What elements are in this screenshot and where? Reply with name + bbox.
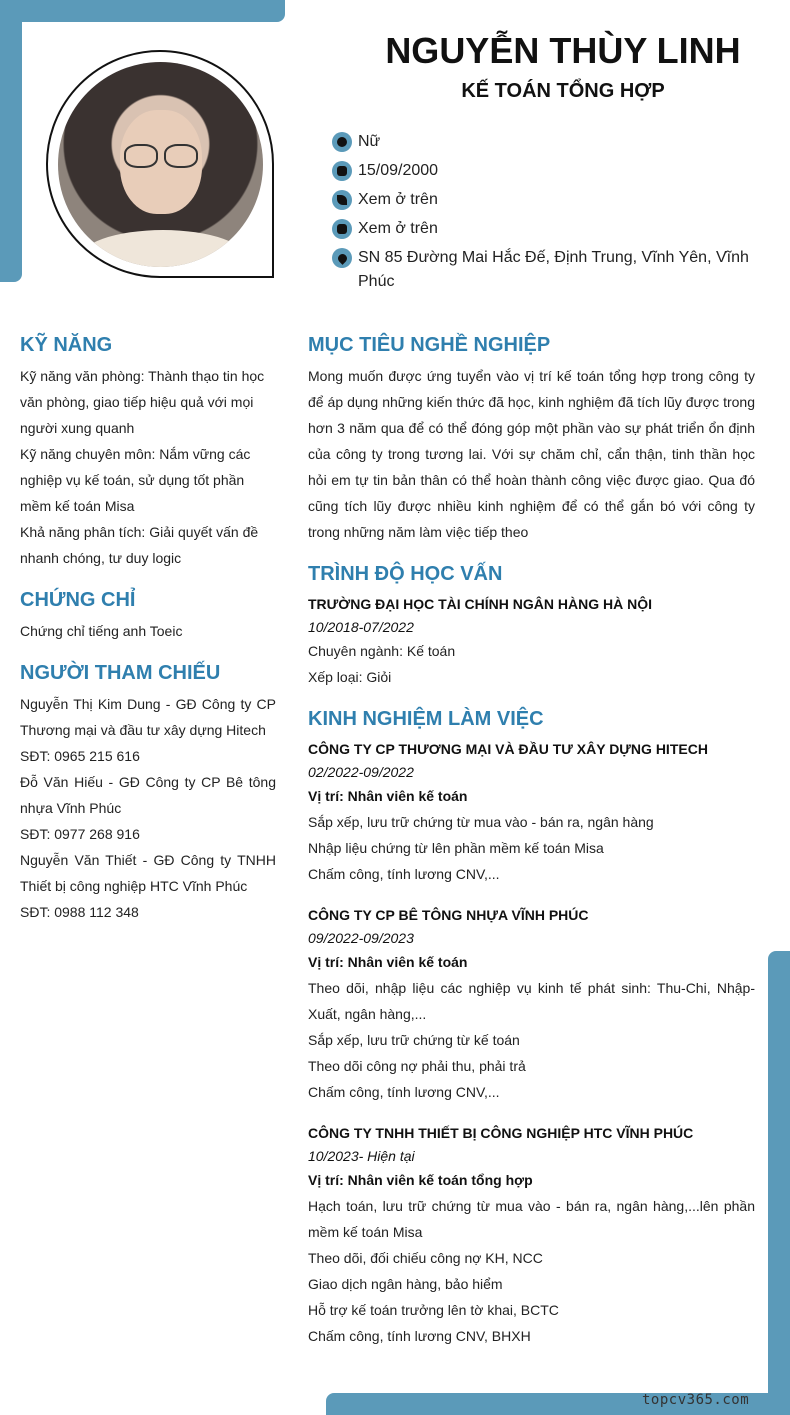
job-duty: Chấm công, tính lương CNV,... bbox=[308, 1084, 500, 1100]
contact-birthday-value: 15/09/2000 bbox=[358, 162, 439, 179]
references-heading: NGƯỜI THAM CHIẾU bbox=[20, 662, 221, 684]
decor-bar-right bbox=[768, 951, 790, 1415]
objective-section bbox=[308, 330, 755, 545]
job-period: 10/2023- Hiện tại bbox=[308, 1148, 415, 1164]
education-section bbox=[308, 559, 755, 690]
education-major: Chuyên ngành: Kế toán bbox=[308, 643, 456, 659]
job-entry bbox=[308, 903, 755, 1105]
right-column bbox=[308, 330, 755, 1365]
objective-heading: MỤC TIÊU NGHỀ NGHIỆP bbox=[308, 334, 551, 356]
job-position: Vị trí: Nhân viên kế toán bbox=[308, 788, 468, 804]
decor-bar-left bbox=[0, 0, 22, 282]
job-position: Vị trí: Nhân viên kế toán tổng hợp bbox=[308, 1172, 533, 1188]
reference-phone: SĐT: 0977 268 916 bbox=[20, 826, 140, 842]
contact-phone bbox=[332, 188, 762, 212]
job-period: 02/2022-09/2022 bbox=[308, 764, 414, 780]
contact-address bbox=[332, 246, 762, 294]
job-duty: Chấm công, tính lương CNV, BHXH bbox=[308, 1328, 531, 1344]
objective-text: Mong muốn được ứng tuyển vào vị trí kế toán tổng hợp trong công ty để áp dụng những kiến thức đã học, kinh nghiệm đã tích lũy được trong hơn 3 năm qua để có thể đóng góp một phần vào sự phát triển ổn định của công ty trong tương lai. Với sự chăm chỉ, cẩn thận, tinh thần học hỏi em tự tin bản thân có thể hoàn thành công việc được giao. Qua đó cũng tích lũy được nhiều kinh nghiệm để có thể gắn bó với công ty trong những năm làm việc tiếp theo bbox=[308, 368, 755, 540]
skill-item: Khả năng phân tích: Giải quyết vấn đề nhanh chóng, tư duy logic bbox=[20, 524, 259, 566]
reference-phone: SĐT: 0965 215 616 bbox=[20, 748, 140, 764]
education-period: 10/2018-07/2022 bbox=[308, 619, 414, 635]
job-duty: Hạch toán, lưu trữ chứng từ mua vào - bán ra, ngân hàng,...lên phần mềm kế toán Misa bbox=[308, 1198, 755, 1240]
left-column bbox=[20, 330, 276, 939]
contact-phone-value: Xem ở trên bbox=[358, 191, 438, 208]
location-icon bbox=[332, 248, 352, 268]
job-duty: Giao dịch ngân hàng, bảo hiểm bbox=[308, 1276, 503, 1292]
job-company: CÔNG TY CP BÊ TÔNG NHỰA VĨNH PHÚC bbox=[308, 907, 589, 923]
job-company: CÔNG TY CP THƯƠNG MẠI VÀ ĐẦU TƯ XÂY DỰNG HITECH bbox=[308, 741, 708, 757]
education-grade: Xếp loại: Giỏi bbox=[308, 669, 392, 685]
calendar-icon bbox=[332, 161, 352, 181]
contact-list bbox=[332, 130, 762, 299]
references-section bbox=[20, 658, 276, 925]
education-school: TRƯỜNG ĐẠI HỌC TÀI CHÍNH NGÂN HÀNG HÀ NỘI bbox=[308, 596, 652, 612]
skills-heading: KỸ NĂNG bbox=[20, 334, 113, 356]
job-entry bbox=[308, 1121, 755, 1349]
job-duty: Sắp xếp, lưu trữ chứng từ mua vào - bán ra, ngân hàng bbox=[308, 814, 654, 830]
job-duty: Hỗ trợ kế toán trưởng lên tờ khai, BCTC bbox=[308, 1302, 559, 1318]
experience-heading: KINH NGHIỆM LÀM VIỆC bbox=[308, 708, 544, 730]
contact-email bbox=[332, 217, 762, 241]
job-duty: Theo dõi công nợ phải thu, phải trả bbox=[308, 1058, 526, 1074]
reference-name: Nguyễn Thị Kim Dung - GĐ Công ty CP Thương mại và đầu tư xây dựng Hitech bbox=[20, 696, 276, 738]
decor-bar-top bbox=[0, 0, 285, 22]
reference-name: Nguyễn Văn Thiết - GĐ Công ty TNHH Thiết bị công nghiệp HTC Vĩnh Phúc bbox=[20, 852, 276, 894]
contact-birthday bbox=[332, 159, 762, 183]
email-icon bbox=[332, 219, 352, 239]
skills-section bbox=[20, 330, 276, 571]
job-company: CÔNG TY TNHH THIẾT BỊ CÔNG NGHIỆP HTC VĨNH PHÚC bbox=[308, 1125, 694, 1141]
job-duty: Chấm công, tính lương CNV,... bbox=[308, 866, 500, 882]
contact-email-value: Xem ở trên bbox=[358, 220, 438, 237]
skill-item: Kỹ năng chuyên môn: Nắm vững các nghiệp vụ kế toán, sử dụng tốt phần mềm kế toán Misa bbox=[20, 446, 251, 514]
certificates-section bbox=[20, 585, 276, 644]
candidate-name: NGUYỄN THÙY LINH bbox=[385, 30, 741, 71]
certificate-item: Chứng chỉ tiếng anh Toeic bbox=[20, 623, 183, 639]
gender-icon bbox=[332, 132, 352, 152]
job-duty: Theo dõi, đối chiếu công nợ KH, NCC bbox=[308, 1250, 543, 1266]
job-period: 09/2022-09/2023 bbox=[308, 930, 414, 946]
reference-name: Đỗ Văn Hiếu - GĐ Công ty CP Bê tông nhựa Vĩnh Phúc bbox=[20, 774, 276, 816]
phone-icon bbox=[332, 190, 352, 210]
contact-gender bbox=[332, 130, 762, 154]
avatar bbox=[58, 62, 263, 267]
education-heading: TRÌNH ĐỘ HỌC VẤN bbox=[308, 563, 503, 585]
watermark: topcv365.com bbox=[642, 1392, 750, 1408]
contact-address-value: SN 85 Đường Mai Hắc Đế, Định Trung, Vĩnh Yên, Vĩnh Phúc bbox=[358, 249, 749, 290]
job-duty: Sắp xếp, lưu trữ chứng từ kế toán bbox=[308, 1032, 520, 1048]
experience-section bbox=[308, 704, 755, 1349]
job-duty: Nhập liệu chứng từ lên phần mềm kế toán Misa bbox=[308, 840, 604, 856]
certificates-heading: CHỨNG CHỈ bbox=[20, 589, 136, 611]
reference-phone: SĐT: 0988 112 348 bbox=[20, 904, 139, 920]
job-duty: Theo dõi, nhập liệu các nghiệp vụ kinh tế phát sinh: Thu-Chi, Nhập-Xuất, ngân hàng,... bbox=[308, 980, 755, 1022]
job-position: Vị trí: Nhân viên kế toán bbox=[308, 954, 468, 970]
job-title: KẾ TOÁN TỔNG HỢP bbox=[461, 80, 665, 102]
contact-gender-value: Nữ bbox=[358, 133, 381, 150]
job-entry bbox=[308, 737, 755, 887]
skill-item: Kỹ năng văn phòng: Thành thạo tin học văn phòng, giao tiếp hiệu quả với mọi người xung quanh bbox=[20, 368, 265, 436]
